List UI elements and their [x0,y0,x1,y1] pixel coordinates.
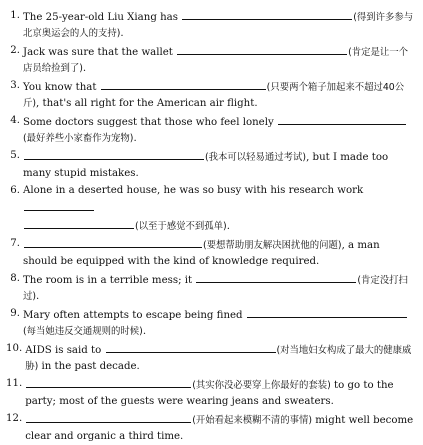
question-lead-text: Some doctors suggest that those who feel lonely [23,117,274,129]
question-1 [6,8,417,41]
question-tail-text: in the past decade. [38,360,140,372]
question-tail-text: . [142,325,147,337]
question-text [23,271,417,304]
chinese-hint: (其实你没必要穿上你最好的套装) [192,380,331,392]
answer-blank[interactable] [101,78,266,90]
question-lead-text: The 25-year-old Liu Xiang has [23,12,178,23]
question-text [23,8,417,41]
question-text [25,376,417,409]
question-tail-text: , that's all right for the American air flight. [36,97,258,109]
question-9 [6,306,417,339]
question-tail-text: . [36,290,40,302]
question-tail-text: . [226,220,230,232]
question-number: 7. [10,238,20,250]
question-lead-text: Alone in a deserted house, he was so busy with his research work [23,185,364,197]
question-text [23,43,417,76]
question-10 [6,341,417,374]
question-number: 12. [6,413,23,425]
question-tail-text: . [120,27,124,39]
question-tail-text: to go to the party; most of the guests were wearing jeans and sweaters. [25,380,394,407]
question-tail-text: . [133,132,137,144]
question-7 [6,236,417,269]
question-text [23,148,417,181]
question-8 [6,271,417,304]
question-number: 1. [10,10,20,21]
answer-blank[interactable] [278,113,406,125]
chinese-hint: (最好养些小家畜作为宠物) [23,132,134,144]
question-5 [6,148,417,181]
chinese-hint: (肯定没打扫过) [23,275,408,302]
chinese-hint: (只要两个箱子加起来不超过40公斤) [23,82,405,109]
question-lead-text: Jack was sure that the wallet [23,47,173,59]
chinese-hint: (对当地妇女构成了最大的健康威胁) [25,345,412,372]
question-text [25,341,417,374]
question-number: 5. [10,150,20,162]
question-lead-text: AIDS is said to [25,345,102,357]
question-4 [6,113,417,146]
question-text [23,183,417,234]
question-number: 11. [6,378,23,390]
question-11 [6,376,417,409]
question-number: 8. [10,273,20,285]
answer-blank[interactable] [24,236,202,248]
question-number: 2. [10,45,20,57]
chinese-hint: (以至于感觉不到孤单) [135,220,227,232]
chinese-hint: (肯定是让一个店员给捡到了) [23,47,409,74]
question-text [23,78,417,111]
chinese-hint: (开始看起来模糊不清的事情) [192,415,313,427]
question-lead-text: You know that [23,82,97,94]
question-2 [6,43,417,76]
chinese-hint: (我本可以轻易通过考试) [205,152,307,164]
chinese-hint: (每当她违反交通规则的时候) [23,325,143,337]
question-number: 9. [10,308,20,320]
question-text [23,306,417,339]
answer-blank[interactable] [26,411,191,423]
question-text [25,411,417,444]
answer-blank[interactable] [182,8,352,20]
question-number: 3. [10,80,20,92]
question-number: 4. [10,115,20,127]
chinese-hint: (要想帮助朋友解决困扰他的问题) [203,240,342,252]
answer-blank-continued[interactable] [24,217,134,229]
question-number: 6. [10,185,20,197]
question-text [23,236,417,269]
question-tail-text: might well become clear and organic a third time. [25,415,414,443]
question-text [23,113,417,146]
question-lead-text: The room is in a terrible mess; it [23,275,193,287]
answer-blank[interactable] [177,43,347,55]
question-tail-text: . [82,62,87,74]
answer-blank[interactable] [24,148,204,160]
answer-blank[interactable] [196,271,356,283]
question-tail-text: , but I made too many stupid mistakes. [23,152,389,179]
question-3 [6,78,417,111]
question-6 [6,183,417,234]
answer-blank[interactable] [26,376,191,388]
answer-blank[interactable] [106,341,276,353]
question-lead-text: Mary often attempts to escape being fined [23,310,243,322]
question-number: 10. [6,343,23,355]
question-tail-text: , a man should be equipped with the kind of knowledge required. [23,240,380,267]
chinese-hint: (得到许多参与北京奥运会的人的支持) [23,12,414,39]
answer-blank[interactable] [247,306,407,318]
question-12 [6,411,417,444]
answer-blank[interactable] [24,199,94,211]
